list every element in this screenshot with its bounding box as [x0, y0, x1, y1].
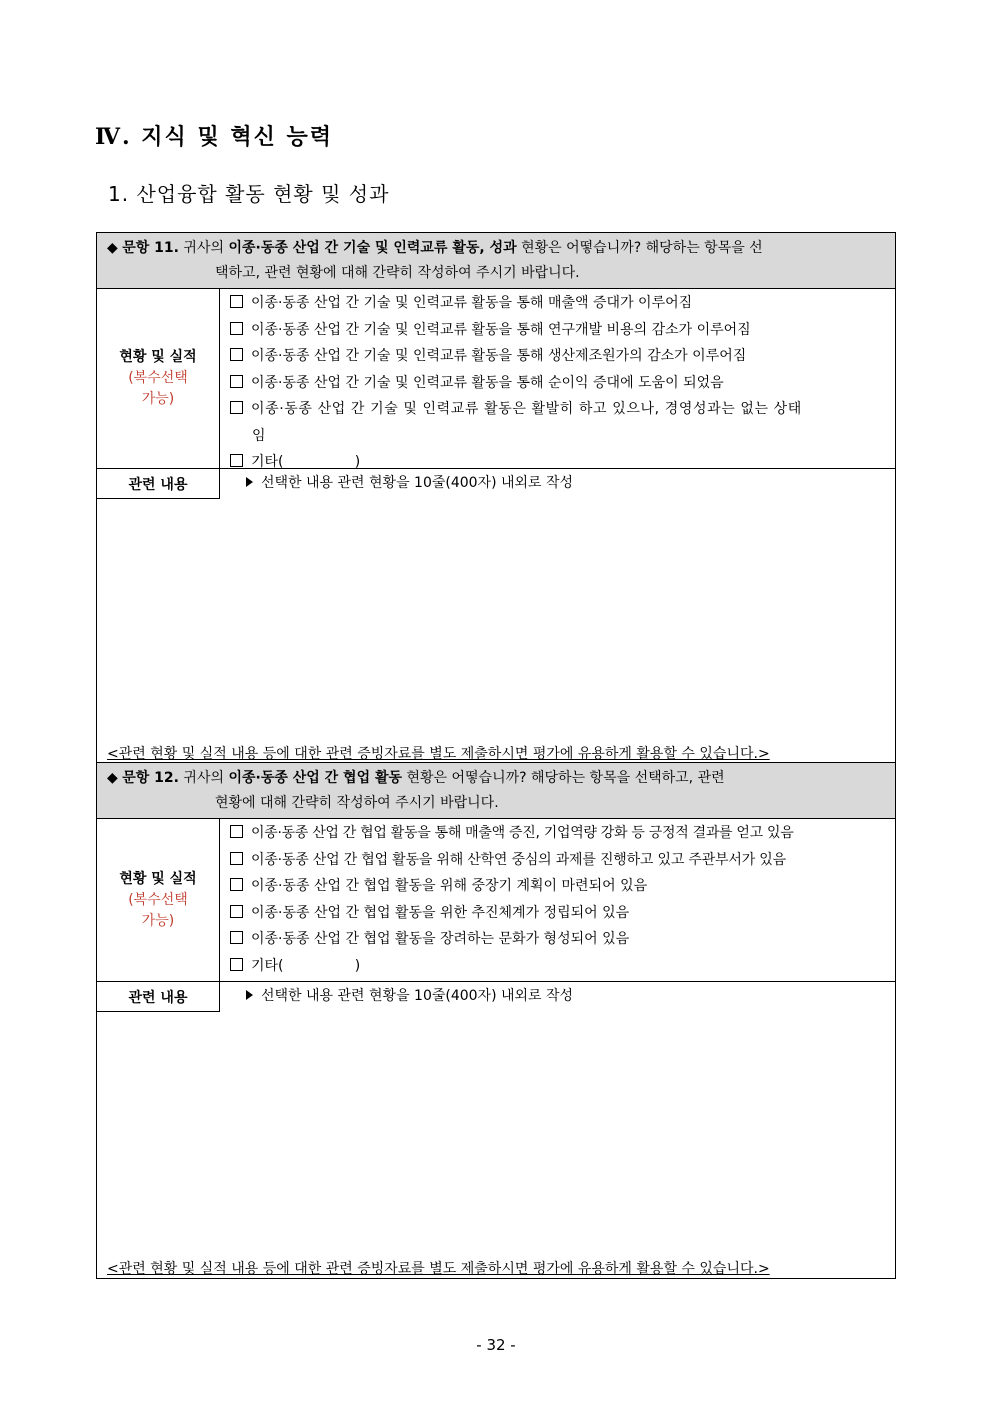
checkbox-icon[interactable]: [230, 295, 243, 308]
question-text-pre: 귀사의: [183, 770, 224, 786]
options-list: [220, 819, 895, 981]
related-content-hint: 선택한 내용 관련 현황을 10줄(400자) 내외로 작성: [220, 469, 895, 499]
multi-select-note: (복수선택: [128, 370, 188, 386]
option-1[interactable]: 이종·동종 산업 간 기술 및 인력교류 활동을 통해 매출액 증대가 이루어짐: [230, 290, 891, 317]
evidence-notice: <관련 현황 및 실적 내용 등에 대한 관련 증빙자료를 별도 제출하시면 평가에 유용하게 활용할 수 있습니다.>: [107, 746, 770, 762]
status-row: [97, 289, 895, 469]
checkbox-icon[interactable]: [230, 375, 243, 388]
status-label: 현황 및 실적: [119, 870, 197, 887]
question-text-post: 현황은 어떻습니까? 해당하는 항목을 선: [521, 240, 763, 256]
question-text-post: 현황은 어떻습니까? 해당하는 항목을 선택하고, 관련: [406, 770, 725, 786]
question-12-block: [96, 762, 896, 1279]
option-other[interactable]: 기타( ): [230, 449, 891, 476]
question-text-bold: 이종·동종 산업 간 기술 및 인력교류 활동, 성과: [228, 240, 517, 256]
question-text-line2: 현황에 대해 간략히 작성하여 주시기 바랍니다.: [215, 795, 499, 811]
multi-select-note-2: 가능): [141, 391, 175, 407]
option-4[interactable]: 이종·동종 산업 간 협업 활동을 위한 추진체계가 정립되어 있음: [230, 900, 891, 927]
option-5[interactable]: 이종·동종 산업 간 협업 활동을 장려하는 문화가 형성되어 있음: [230, 926, 891, 953]
checkbox-icon[interactable]: [230, 878, 243, 891]
option-1[interactable]: 이종·동종 산업 간 협업 활동을 통해 매출액 증진, 기업역량 강화 등 긍정적 결과를 얻고 있음: [230, 820, 891, 847]
status-label: 현황 및 실적: [119, 349, 197, 365]
related-content-input[interactable]: [97, 499, 895, 767]
checkbox-icon[interactable]: [230, 348, 243, 361]
multi-select-note-2: 가능): [141, 912, 175, 929]
page-number: - 32 -: [476, 1336, 516, 1354]
question-11-header: [97, 233, 895, 289]
related-content-row: [97, 982, 895, 1012]
options-list: [220, 289, 895, 468]
multi-select-note: (복수선택: [128, 891, 188, 908]
option-3[interactable]: 이종·동종 산업 간 기술 및 인력교류 활동을 통해 생산제조원가의 감소가 이루어짐: [230, 343, 891, 370]
evidence-notice: <관련 현황 및 실적 내용 등에 대한 관련 증빙자료를 별도 제출하시면 평가에 유용하게 활용할 수 있습니다.>: [107, 1261, 770, 1277]
question-text-line2: 택하고, 관련 현황에 대해 간략히 작성하여 주시기 바랍니다.: [215, 265, 580, 281]
checkbox-icon[interactable]: [230, 825, 243, 838]
triangle-bullet-icon: [246, 990, 253, 1000]
question-11-block: [96, 232, 896, 764]
checkbox-icon[interactable]: [230, 958, 243, 971]
triangle-bullet-icon: [246, 477, 253, 487]
status-row: [97, 819, 895, 982]
question-12-header: [97, 763, 895, 819]
option-3[interactable]: 이종·동종 산업 간 협업 활동을 위해 중장기 계획이 마련되어 있음: [230, 873, 891, 900]
option-other[interactable]: 기타( ): [230, 953, 891, 980]
related-content-input[interactable]: [97, 1012, 895, 1282]
checkbox-icon[interactable]: [230, 852, 243, 865]
checkbox-icon[interactable]: [230, 454, 243, 467]
subsection-title: 1. 산업융합 활동 현황 및 성과: [108, 182, 390, 206]
status-label-cell: [97, 819, 220, 981]
option-2[interactable]: 이종·동종 산업 간 협업 활동을 위해 산학연 중심의 과제를 진행하고 있고 주관부서가 있음: [230, 847, 891, 874]
diamond-marker-icon: ◆: [107, 240, 118, 256]
question-number: 문항 12.: [122, 770, 179, 786]
related-content-row: [97, 469, 895, 499]
checkbox-icon[interactable]: [230, 905, 243, 918]
checkbox-icon[interactable]: [230, 401, 243, 414]
option-4[interactable]: 이종·동종 산업 간 기술 및 인력교류 활동을 통해 순이익 증대에 도움이 되었음: [230, 370, 891, 397]
status-label-cell: [97, 289, 220, 468]
checkbox-icon[interactable]: [230, 322, 243, 335]
diamond-marker-icon: ◆: [107, 770, 118, 786]
question-number: 문항 11.: [122, 240, 179, 256]
related-content-label: 관련 내용: [97, 469, 220, 499]
checkbox-icon[interactable]: [230, 931, 243, 944]
question-text-bold: 이종·동종 산업 간 협업 활동: [228, 770, 403, 786]
related-content-label: 관련 내용: [97, 982, 220, 1012]
option-5[interactable]: 이종·동종 산업 간 기술 및 인력교류 활동은 활발히 하고 있으나, 경영성과는 없는 상태 임: [230, 396, 891, 449]
option-2[interactable]: 이종·동종 산업 간 기술 및 인력교류 활동을 통해 연구개발 비용의 감소가 이루어짐: [230, 317, 891, 344]
related-content-hint: 선택한 내용 관련 현황을 10줄(400자) 내외로 작성: [220, 982, 895, 1012]
question-text-pre: 귀사의: [183, 240, 224, 256]
section-title: Ⅳ. 지식 및 혁신 능력: [95, 124, 334, 150]
